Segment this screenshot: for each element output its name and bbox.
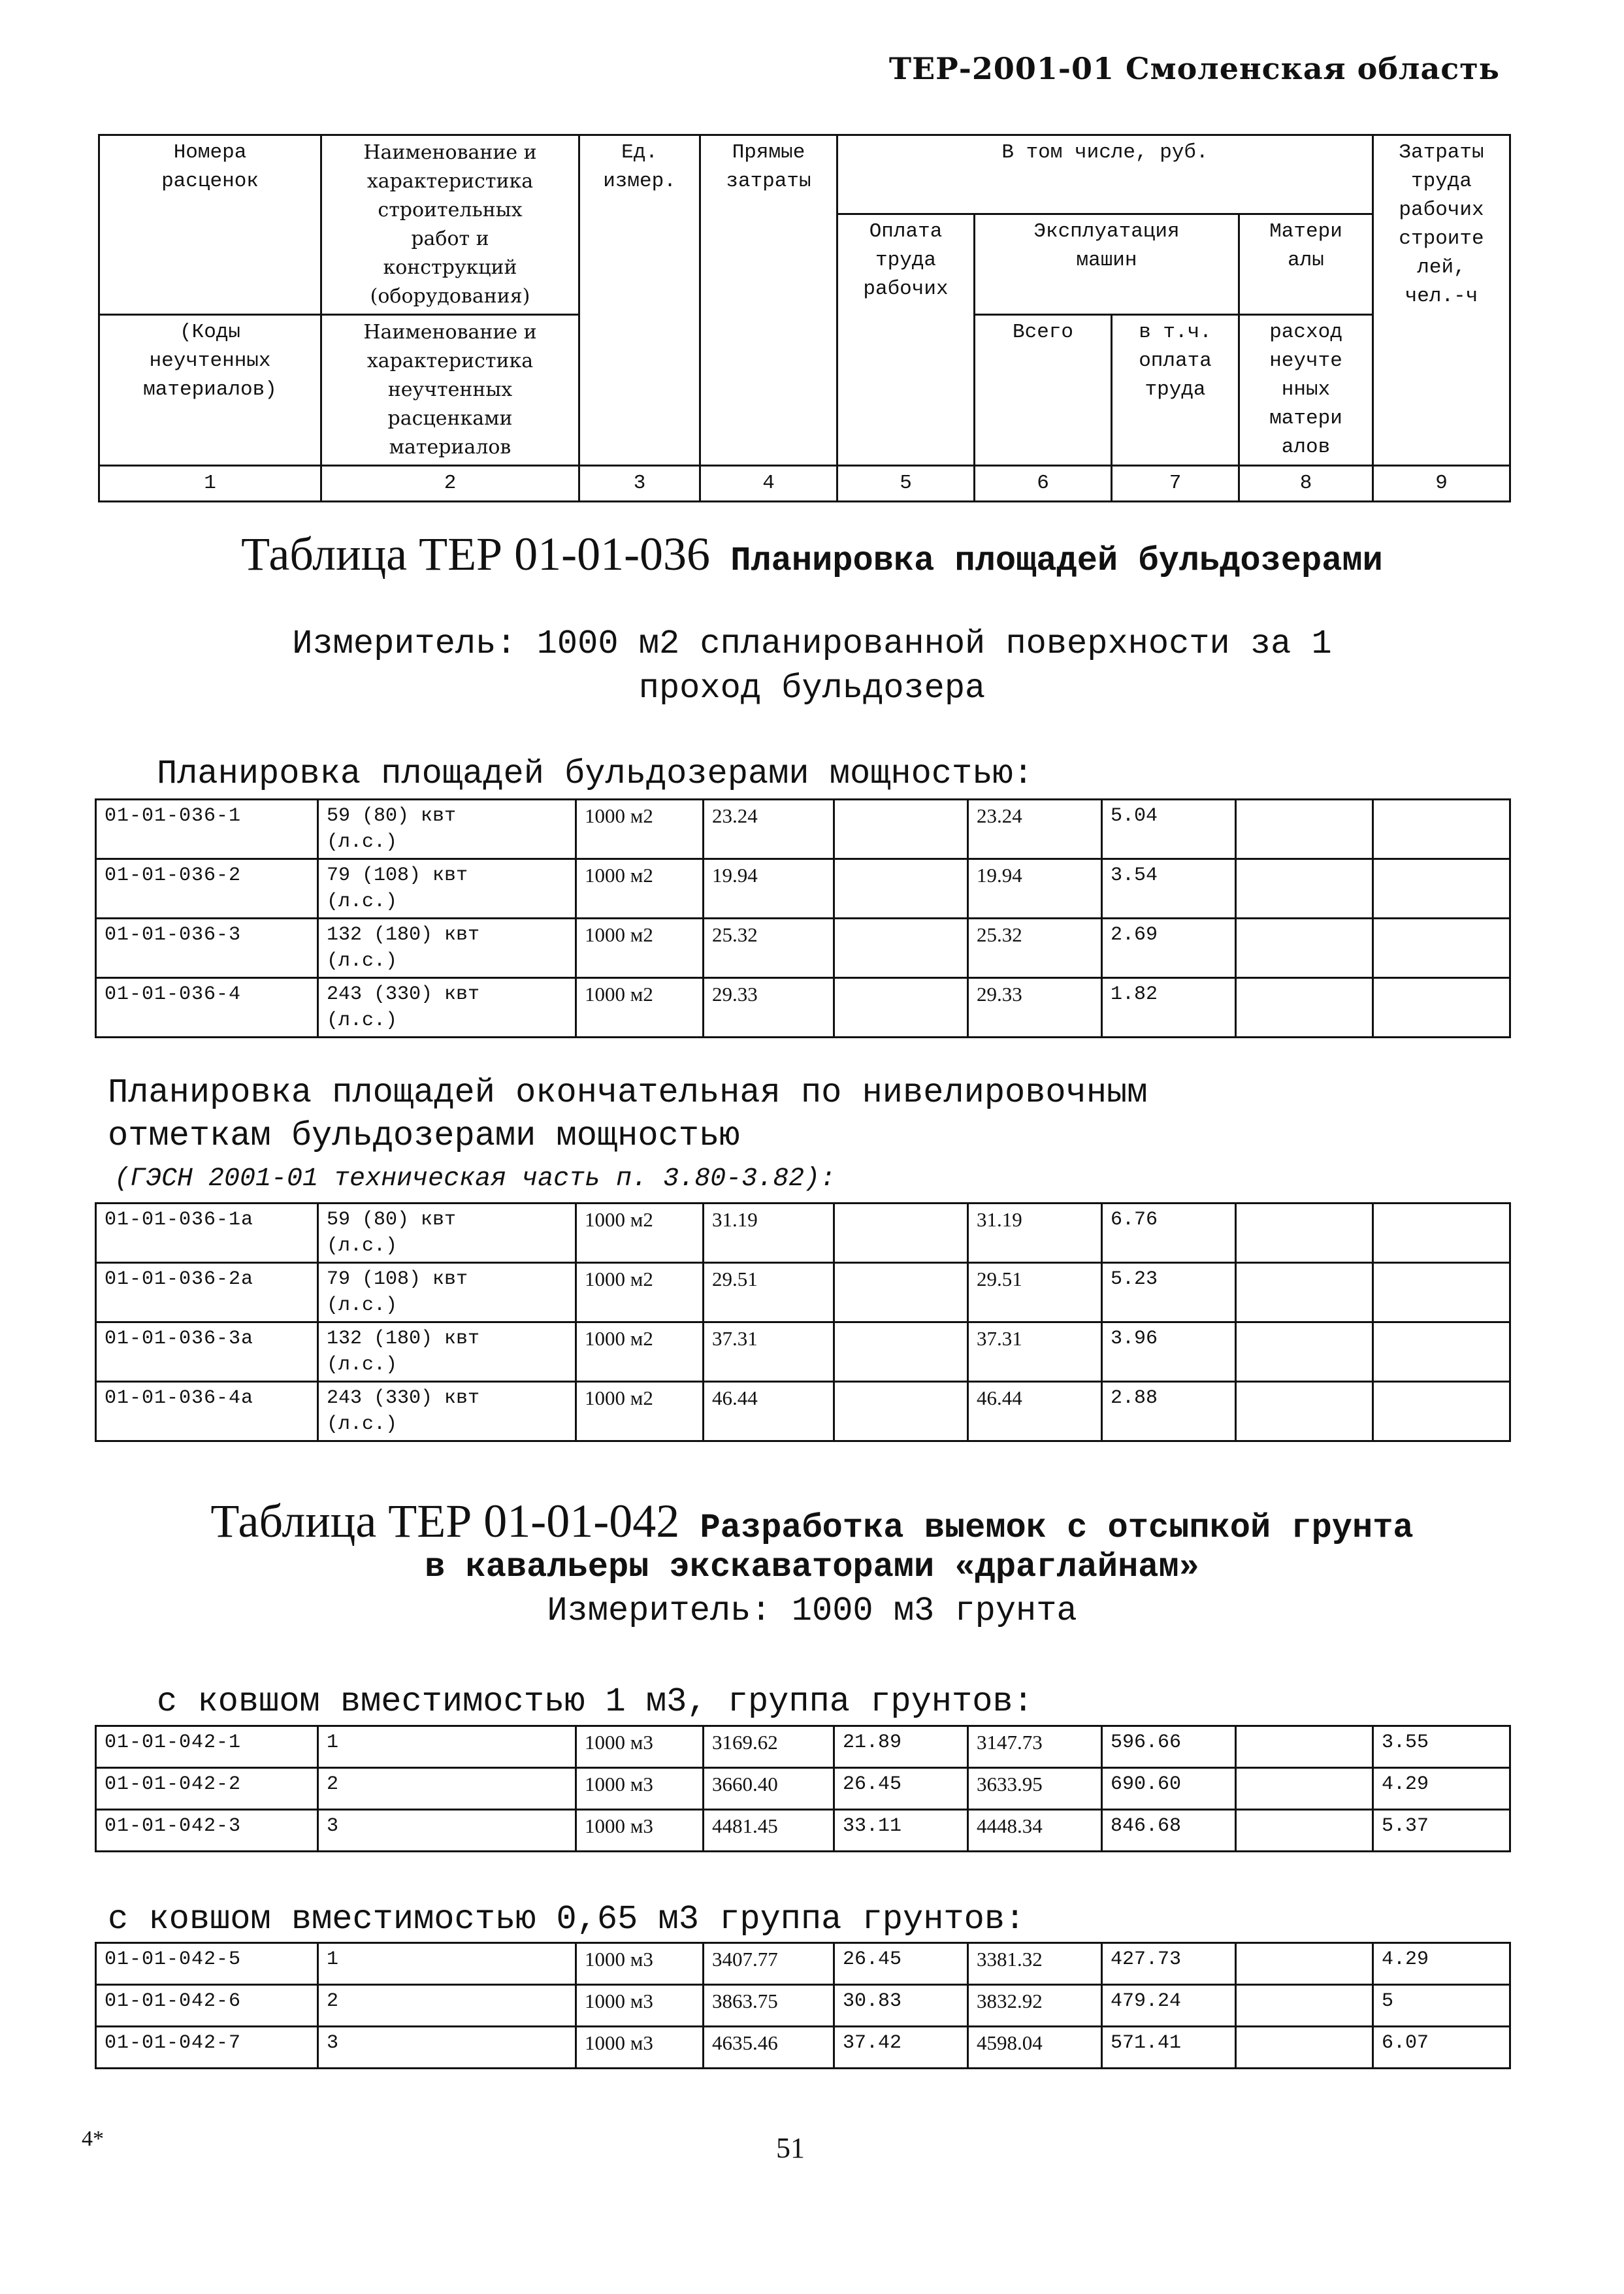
rate-code-cell: 01-01-042-3 bbox=[96, 1810, 318, 1852]
col-number: 2 bbox=[321, 466, 579, 502]
rate-code-cell: 01-01-036-4 bbox=[96, 978, 318, 1038]
materials-cell bbox=[1236, 1382, 1373, 1441]
table-036-group-1 bbox=[95, 798, 1511, 1038]
materials-cell bbox=[1236, 1263, 1373, 1322]
machine-cost-cell: 37.31 bbox=[968, 1322, 1102, 1382]
table-row bbox=[96, 1204, 1510, 1263]
name-cell: 243 (330) квт (л.с.) bbox=[318, 978, 576, 1038]
labor-hours-cell: 5 bbox=[1373, 1985, 1510, 2027]
table-036-note: (ГЭСН 2001-01 техническая часть п. 3.80-3.82): bbox=[114, 1164, 836, 1194]
labor-cost-cell: 33.11 bbox=[834, 1810, 968, 1852]
unit-cell: 1000 м2 bbox=[576, 978, 704, 1038]
direct-cost-cell: 37.31 bbox=[704, 1322, 834, 1382]
direct-cost-cell: 23.24 bbox=[704, 800, 834, 859]
col5-header bbox=[837, 214, 975, 466]
machine-labor-cell: 3.96 bbox=[1102, 1322, 1236, 1382]
materials-cell bbox=[1236, 919, 1373, 978]
col-number: 9 bbox=[1373, 466, 1510, 502]
col-number: 4 bbox=[700, 466, 837, 502]
rate-code-cell: 01-01-042-1 bbox=[96, 1726, 318, 1768]
table-042-measure: Измеритель: 1000 м3 грунта bbox=[547, 1592, 1077, 1630]
rate-code-cell: 01-01-042-5 bbox=[96, 1943, 318, 1985]
page-title: ТЕР-2001-01 Смоленская область bbox=[888, 51, 1500, 86]
name-cell: 59 (80) квт (л.с.) bbox=[318, 1204, 576, 1263]
machine-cost-cell: 3381.32 bbox=[968, 1943, 1102, 1985]
rate-code-cell: 01-01-036-2 bbox=[96, 859, 318, 919]
col5-text: Оплата труда рабочих bbox=[863, 220, 949, 301]
direct-cost-cell: 46.44 bbox=[704, 1382, 834, 1441]
machine-cost-cell: 3147.73 bbox=[968, 1726, 1102, 1768]
materials-cell bbox=[1236, 1322, 1373, 1382]
labor-cost-cell: 21.89 bbox=[834, 1726, 968, 1768]
materials-cell bbox=[1236, 1985, 1373, 2027]
materials-cell bbox=[1236, 859, 1373, 919]
machine-cost-cell: 3633.95 bbox=[968, 1768, 1102, 1810]
materials-cell bbox=[1236, 1768, 1373, 1810]
labor-hours-cell: 3.55 bbox=[1373, 1726, 1510, 1768]
table-036-title-text: Планировка площадей бульдозерами bbox=[730, 542, 1383, 580]
name-cell: 2 bbox=[318, 1768, 576, 1810]
table-036-measure: Измеритель: 1000 м2 спланированной поверхности за 1 проход бульдозера bbox=[292, 625, 1332, 708]
labor-hours-cell bbox=[1373, 1263, 1510, 1322]
unit-cell: 1000 м2 bbox=[576, 919, 704, 978]
direct-cost-cell: 19.94 bbox=[704, 859, 834, 919]
col3-header bbox=[579, 135, 700, 466]
unit-cell: 1000 м3 bbox=[576, 1726, 704, 1768]
col6-header bbox=[975, 315, 1112, 466]
col1-header bbox=[99, 135, 321, 315]
col8-bottom-header bbox=[1239, 315, 1373, 466]
labor-hours-cell bbox=[1373, 1204, 1510, 1263]
name-cell: 79 (108) квт (л.с.) bbox=[318, 859, 576, 919]
table-row bbox=[96, 1382, 1510, 1441]
machine-cost-cell: 46.44 bbox=[968, 1382, 1102, 1441]
col1-top-text: Номера расценок bbox=[161, 141, 259, 193]
table-042-subhead-2: с ковшом вместимостью 0,65 м3 группа грунтов: bbox=[108, 1900, 1026, 1939]
labor-hours-cell bbox=[1373, 1382, 1510, 1441]
machine-cost-cell: 31.19 bbox=[968, 1204, 1102, 1263]
col8-top-header bbox=[1239, 214, 1373, 315]
unit-cell: 1000 м2 bbox=[576, 1322, 704, 1382]
unit-cell: 1000 м3 bbox=[576, 1768, 704, 1810]
exp-header bbox=[975, 214, 1239, 315]
col-number: 8 bbox=[1239, 466, 1373, 502]
labor-cost-cell: 30.83 bbox=[834, 1985, 968, 2027]
rate-code-cell: 01-01-036-4а bbox=[96, 1382, 318, 1441]
labor-cost-cell bbox=[834, 1204, 968, 1263]
labor-hours-cell bbox=[1373, 859, 1510, 919]
table-042-title-line2: в кавальеры экскаваторами «драглайнам» bbox=[425, 1548, 1199, 1586]
col4-text: Прямые затраты bbox=[726, 141, 811, 193]
labor-hours-cell: 4.29 bbox=[1373, 1943, 1510, 1985]
name-cell: 1 bbox=[318, 1943, 576, 1985]
table-row bbox=[96, 1768, 1510, 1810]
rate-code-cell: 01-01-042-6 bbox=[96, 1985, 318, 2027]
table-036-title-number: Таблица ТЕР 01-01-036 bbox=[241, 528, 711, 580]
machine-cost-cell: 3832.92 bbox=[968, 1985, 1102, 2027]
table-042-subhead-1: с ковшом вместимостью 1 м3, группа грунтов: bbox=[157, 1682, 1033, 1721]
direct-cost-cell: 29.51 bbox=[704, 1263, 834, 1322]
table-row bbox=[96, 800, 1510, 859]
direct-cost-cell: 31.19 bbox=[704, 1204, 834, 1263]
name-cell: 2 bbox=[318, 1985, 576, 2027]
machine-labor-cell: 690.60 bbox=[1102, 1768, 1236, 1810]
col2-header bbox=[321, 135, 579, 315]
labor-hours-cell: 6.07 bbox=[1373, 2027, 1510, 2069]
col9-text: Затраты труда рабочих строите лей, чел.-ч bbox=[1399, 141, 1484, 308]
labor-hours-cell: 5.37 bbox=[1373, 1810, 1510, 1852]
unit-cell: 1000 м3 bbox=[576, 1943, 704, 1985]
name-cell: 1 bbox=[318, 1726, 576, 1768]
machine-labor-cell: 427.73 bbox=[1102, 1943, 1236, 1985]
machine-labor-cell: 2.88 bbox=[1102, 1382, 1236, 1441]
table-042-title-text: Разработка выемок с отсыпкой грунта bbox=[700, 1509, 1414, 1547]
name-cell: 3 bbox=[318, 2027, 576, 2069]
labor-cost-cell: 26.45 bbox=[834, 1768, 968, 1810]
name-cell: 3 bbox=[318, 1810, 576, 1852]
unit-cell: 1000 м2 bbox=[576, 859, 704, 919]
col8-top-text: Матери алы bbox=[1269, 220, 1342, 272]
footer-signature-mark: 4* bbox=[82, 2127, 104, 2151]
materials-cell bbox=[1236, 1204, 1373, 1263]
materials-cell bbox=[1236, 1810, 1373, 1852]
table-036-subhead-1: Планировка площадей бульдозерами мощностью: bbox=[157, 755, 1033, 793]
column-header-table bbox=[98, 134, 1511, 502]
unit-cell: 1000 м2 bbox=[576, 1382, 704, 1441]
labor-cost-cell bbox=[834, 919, 968, 978]
labor-cost-cell bbox=[834, 1382, 968, 1441]
machine-cost-cell: 23.24 bbox=[968, 800, 1102, 859]
rate-code-cell: 01-01-042-2 bbox=[96, 1768, 318, 1810]
col-number: 5 bbox=[837, 466, 975, 502]
machine-cost-cell: 29.33 bbox=[968, 978, 1102, 1038]
col-number: 6 bbox=[975, 466, 1112, 502]
labor-cost-cell bbox=[834, 800, 968, 859]
table-036-title bbox=[0, 528, 1624, 583]
machine-labor-cell: 5.23 bbox=[1102, 1263, 1236, 1322]
col9-header bbox=[1373, 135, 1510, 466]
labor-hours-cell bbox=[1373, 978, 1510, 1038]
column-numbers-row bbox=[99, 466, 1510, 502]
machine-labor-cell: 2.69 bbox=[1102, 919, 1236, 978]
col-number: 3 bbox=[579, 466, 700, 502]
table-row bbox=[96, 919, 1510, 978]
labor-cost-cell: 37.42 bbox=[834, 2027, 968, 2069]
labor-cost-cell bbox=[834, 978, 968, 1038]
name-cell: 79 (108) квт (л.с.) bbox=[318, 1263, 576, 1322]
unit-cell: 1000 м3 bbox=[576, 1985, 704, 2027]
table-042-title bbox=[0, 1495, 1624, 1550]
labor-cost-cell bbox=[834, 1322, 968, 1382]
col6-text: Всего bbox=[1012, 321, 1073, 344]
direct-cost-cell: 4481.45 bbox=[704, 1810, 834, 1852]
name-cell: 132 (180) квт (л.с.) bbox=[318, 919, 576, 978]
machine-cost-cell: 25.32 bbox=[968, 919, 1102, 978]
name-cell: 132 (180) квт (л.с.) bbox=[318, 1322, 576, 1382]
machine-labor-cell: 596.66 bbox=[1102, 1726, 1236, 1768]
machine-labor-cell: 6.76 bbox=[1102, 1204, 1236, 1263]
labor-cost-cell: 26.45 bbox=[834, 1943, 968, 1985]
table-row bbox=[96, 1985, 1510, 2027]
page-number: 51 bbox=[776, 2132, 805, 2164]
col1-bottom-text: (Коды неучтенных материалов) bbox=[143, 321, 277, 401]
direct-cost-cell: 29.33 bbox=[704, 978, 834, 1038]
rate-code-cell: 01-01-036-2а bbox=[96, 1263, 318, 1322]
machine-labor-cell: 846.68 bbox=[1102, 1810, 1236, 1852]
unit-cell: 1000 м2 bbox=[576, 1263, 704, 1322]
col4-header bbox=[700, 135, 837, 466]
direct-cost-cell: 3407.77 bbox=[704, 1943, 834, 1985]
table-row bbox=[96, 1726, 1510, 1768]
materials-cell bbox=[1236, 800, 1373, 859]
table-042-title-number: Таблица ТЕР 01-01-042 bbox=[210, 1495, 680, 1547]
unit-cell: 1000 м3 bbox=[576, 1810, 704, 1852]
unit-cell: 1000 м3 bbox=[576, 2027, 704, 2069]
col1-bottom-header bbox=[99, 315, 321, 466]
materials-cell bbox=[1236, 1726, 1373, 1768]
labor-cost-cell bbox=[834, 859, 968, 919]
table-042-group-1 bbox=[95, 1725, 1511, 1852]
direct-cost-cell: 3169.62 bbox=[704, 1726, 834, 1768]
machine-cost-cell: 19.94 bbox=[968, 859, 1102, 919]
table-row bbox=[96, 1263, 1510, 1322]
col8-bottom-text: расход неучте нных матери алов bbox=[1269, 321, 1342, 459]
labor-hours-cell: 4.29 bbox=[1373, 1768, 1510, 1810]
col-number: 1 bbox=[99, 466, 321, 502]
table-row bbox=[96, 859, 1510, 919]
col-number: 7 bbox=[1112, 466, 1239, 502]
table-row bbox=[96, 978, 1510, 1038]
direct-cost-cell: 3863.75 bbox=[704, 1985, 834, 2027]
labor-cost-cell bbox=[834, 1263, 968, 1322]
unit-cell: 1000 м2 bbox=[576, 800, 704, 859]
exp-text: Эксплуатация машин bbox=[1033, 220, 1180, 272]
labor-hours-cell bbox=[1373, 919, 1510, 978]
machine-labor-cell: 1.82 bbox=[1102, 978, 1236, 1038]
col7-text: в т.ч. оплата труда bbox=[1139, 321, 1212, 401]
table-036-group-2 bbox=[95, 1202, 1511, 1442]
direct-cost-cell: 25.32 bbox=[704, 919, 834, 978]
rate-code-cell: 01-01-036-3а bbox=[96, 1322, 318, 1382]
machine-labor-cell: 479.24 bbox=[1102, 1985, 1236, 2027]
table-042-group-2 bbox=[95, 1942, 1511, 2069]
rate-code-cell: 01-01-042-7 bbox=[96, 2027, 318, 2069]
materials-cell bbox=[1236, 2027, 1373, 2069]
rate-code-cell: 01-01-036-1а bbox=[96, 1204, 318, 1263]
machine-labor-cell: 5.04 bbox=[1102, 800, 1236, 859]
rate-code-cell: 01-01-036-3 bbox=[96, 919, 318, 978]
unit-cell: 1000 м2 bbox=[576, 1204, 704, 1263]
table-row bbox=[96, 1322, 1510, 1382]
machine-cost-cell: 4448.34 bbox=[968, 1810, 1102, 1852]
col3-text: Ед. измер. bbox=[603, 141, 676, 193]
col7-header bbox=[1112, 315, 1239, 466]
machine-labor-cell: 571.41 bbox=[1102, 2027, 1236, 2069]
rate-code-cell: 01-01-036-1 bbox=[96, 800, 318, 859]
col2-bottom-text: Наименование и характеристика неучтенных расценками материалов bbox=[363, 321, 537, 459]
materials-cell bbox=[1236, 1943, 1373, 1985]
direct-cost-cell: 3660.40 bbox=[704, 1768, 834, 1810]
group-text: В том числе, руб. bbox=[1001, 141, 1209, 164]
group-header bbox=[837, 135, 1373, 214]
machine-cost-cell: 4598.04 bbox=[968, 2027, 1102, 2069]
header-row-1 bbox=[99, 135, 1510, 214]
col2-bottom-header bbox=[321, 315, 579, 466]
labor-hours-cell bbox=[1373, 800, 1510, 859]
machine-cost-cell: 29.51 bbox=[968, 1263, 1102, 1322]
table-row bbox=[96, 1943, 1510, 1985]
machine-labor-cell: 3.54 bbox=[1102, 859, 1236, 919]
name-cell: 59 (80) квт (л.с.) bbox=[318, 800, 576, 859]
table-036-subhead-2: Планировка площадей окончательная по нивелировочным отметкам бульдозерами мощностью bbox=[108, 1073, 1148, 1155]
name-cell: 243 (330) квт (л.с.) bbox=[318, 1382, 576, 1441]
direct-cost-cell: 4635.46 bbox=[704, 2027, 834, 2069]
table-row bbox=[96, 2027, 1510, 2069]
labor-hours-cell bbox=[1373, 1322, 1510, 1382]
col2-top-text: Наименование и характеристика строительных работ и конструкций (оборудования) bbox=[363, 141, 537, 308]
table-row bbox=[96, 1810, 1510, 1852]
materials-cell bbox=[1236, 978, 1373, 1038]
